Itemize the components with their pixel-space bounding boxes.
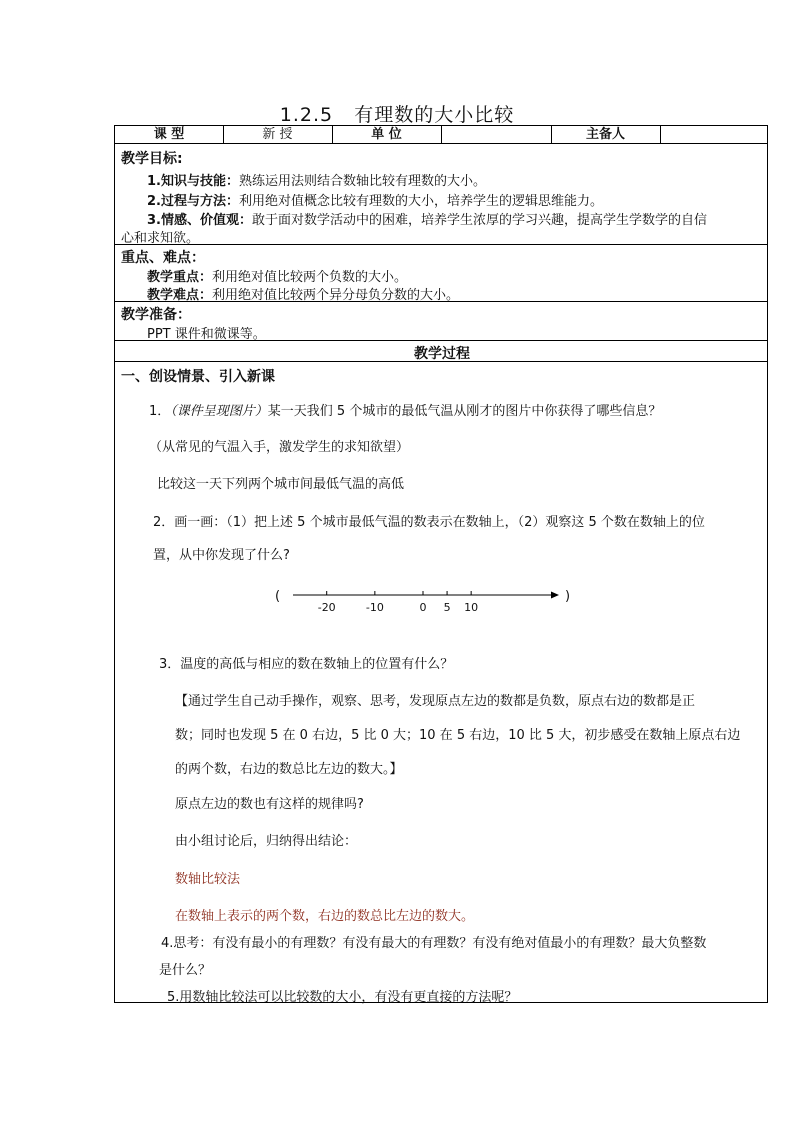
preparer-value (660, 126, 769, 143)
tick-label: -10 (365, 601, 384, 614)
question-2-line2: 置，从中你发现了什么? (153, 548, 290, 563)
title-text: 有理数的大小比较 (354, 104, 515, 126)
prep-text: PPT 课件和微课等。 (147, 327, 266, 342)
divider (115, 361, 767, 362)
goals-heading: 教学目标: (121, 151, 183, 167)
question-2-line1: 2．画一画：（1）把上述 5 个城市最低气温的数表示在数轴上，（2）观察这 5 个数在数轴上的位 (153, 515, 705, 530)
method-title: 数轴比较法 (175, 872, 241, 887)
preparer-label: 主备人 (585, 127, 625, 142)
tick-label: 10 (464, 601, 479, 614)
method-rule: 在数轴上表示的两个数，右边的数总比左边的数大。 (175, 909, 475, 924)
tick-label: 5 (443, 601, 451, 614)
axis-arrow-icon (551, 592, 559, 599)
bracket-note-line3: 的两个数，右边的数总比左边的数大。】 (175, 762, 403, 777)
compare-text: 比较这一天下列两个城市间最低气温的高低 (157, 477, 405, 492)
type-value: 新 授 (262, 127, 293, 142)
bracket-note-line2: 数；同时也发现 5 在 0 右边，5 比 0 大；10 在 5 右边，10 比 5 大，初步感受在数轴上原点右边 (175, 728, 741, 743)
goal-attitude: 3.情感、价值观：敢于面对数学活动中的困难，培养学生浓厚的学习兴趣，提高学生学数学的自信 (147, 213, 707, 228)
section-number: 1.2.5 (279, 104, 334, 126)
divider (115, 301, 767, 302)
rule-question: 原点左边的数也有这样的规律吗? (175, 797, 364, 812)
section-heading: 一、创设情景、引入新课 (121, 369, 275, 385)
divider (115, 143, 767, 144)
question-1: 1．（课件呈现图片）某一天我们 5 个城市的最低气温从刚才的图片中你获得了哪些信息？ (149, 404, 662, 419)
lesson-plan-table (114, 125, 768, 1003)
page-title (0, 100, 794, 127)
question-4-line1: 4.思考：有没有最小的有理数？有没有最大的有理数？有没有绝对值最小的有理数？最大负整数 (161, 936, 707, 951)
discussion-text: 由小组讨论后，归纳得出结论： (175, 834, 358, 849)
close-paren: ) (565, 589, 571, 604)
bracket-note-line1: 【通过学生自己动手操作，观察、思考，发现原点左边的数都是负数，原点右边的数都是正 (175, 694, 696, 709)
difficult-point: 教学难点：利用绝对值比较两个异分母负分数的大小。 (147, 288, 460, 303)
type-label: 课 型 (153, 127, 185, 142)
divider (115, 244, 767, 245)
question-5: 5.用数轴比较法可以比较数的大小，有没有更直接的方法呢？ (167, 990, 518, 1005)
goal-knowledge: 1.知识与技能：熟练运用法则结合数轴比较有理数的大小。 (147, 174, 486, 189)
unit-label: 单 位 (371, 127, 402, 142)
unit-value (441, 126, 551, 143)
note-1: （从常见的气温入手，激发学生的求知欲望） (149, 440, 410, 455)
question-4-line2: 是什么？ (159, 963, 212, 978)
prep-heading: 教学准备： (121, 307, 191, 323)
number-line (265, 586, 585, 616)
process-heading: 教学过程 (414, 346, 470, 362)
divider (115, 340, 767, 341)
key-point: 教学重点：利用绝对值比较两个负数的大小。 (147, 270, 408, 285)
tick-label: -20 (317, 601, 336, 614)
goal-process: 2.过程与方法：利用绝对值概念比较有理数的大小，培养学生的逻辑思维能力。 (147, 194, 603, 209)
goal-attitude-continued: 心和求知欲。 (121, 231, 200, 246)
question-3: 3．温度的高低与相应的数在数轴上的位置有什么？ (159, 657, 454, 672)
open-paren: ( (275, 589, 281, 604)
tick-label: 0 (419, 601, 427, 614)
keypoints-heading: 重点、难点： (121, 250, 205, 266)
